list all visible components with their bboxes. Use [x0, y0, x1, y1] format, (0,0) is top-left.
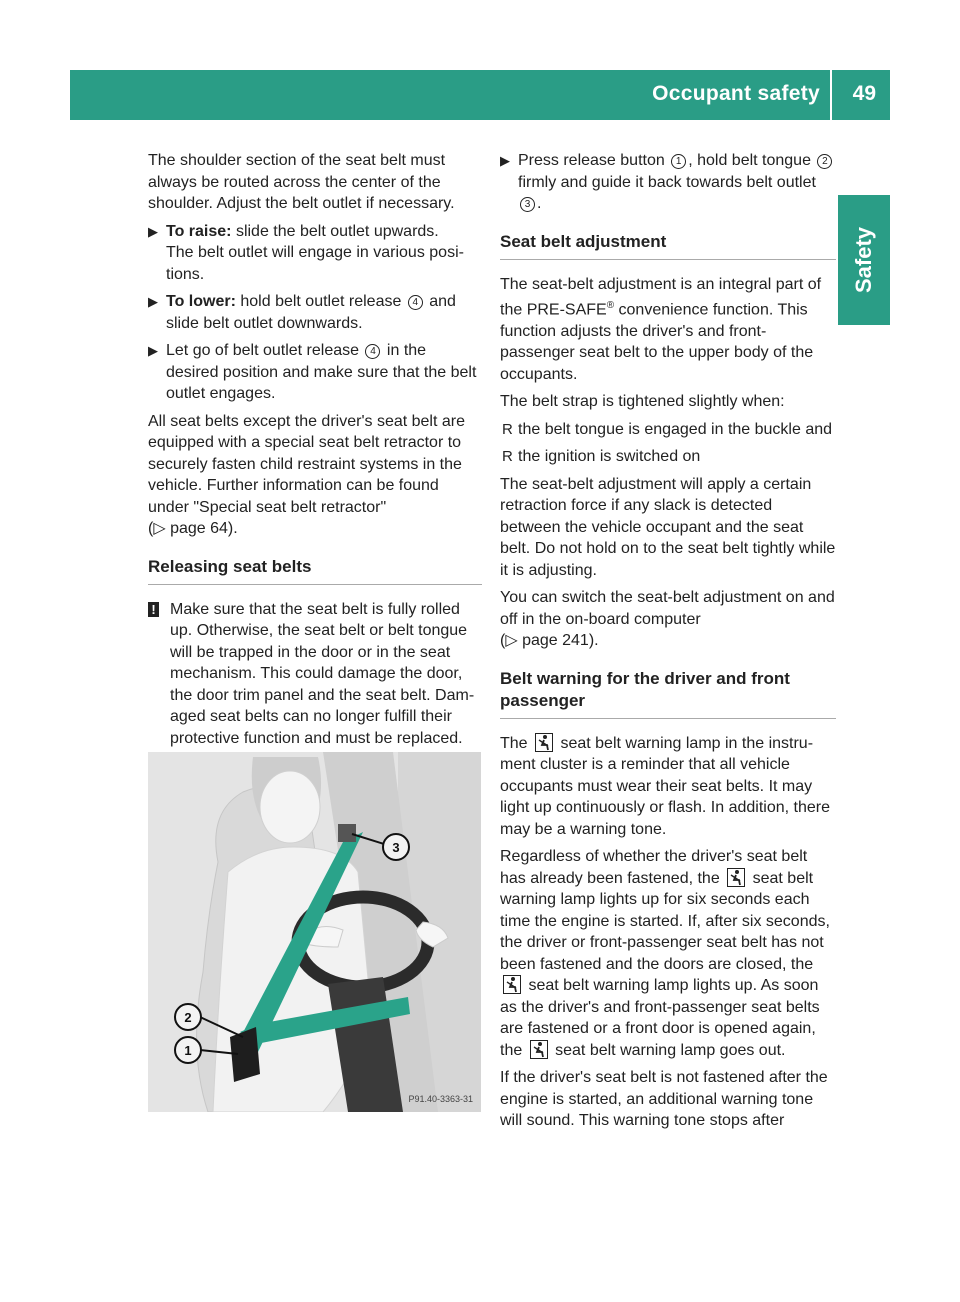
instruction-step: ▶ Press release button 1 , hold belt tongue 2 firmly and guide it back towards belt outlet 3 .: [500, 150, 836, 215]
seat-belt-warning-icon: [535, 733, 553, 752]
paragraph: Regardless of whether the driver's seat belt has already been fastened, the seat belt warning lamp lights up for six seconds each time the engine is started. If, after six seconds, the driver or front-passenger seat belt has not been fastened and the doors are closed, the seat belt warning lamp lights up. As soon as the driver's and front-passenger seat belts are fastened or a front door is opened again, the seat belt warning lamp goes out.: [500, 848, 830, 1059]
callout-number: 3: [520, 197, 535, 212]
seat-belt-warning-icon: [530, 1040, 548, 1059]
paragraph: The seat-belt adjustment is an integral part of the PRE-SAFE® convenience function. This function adjusts the driver's and front-passenger seat belt to the upper body of the occupants.: [500, 275, 822, 383]
side-tab-label: Safety: [851, 226, 877, 294]
seat-belt-illustration: [148, 752, 481, 1112]
callout-number: 2: [817, 154, 832, 169]
paragraph: If the driver's seat belt is not fastened after the engine is started, an additional warning tone will sound. This warning tone stops after: [500, 1069, 828, 1130]
step-arrow-icon: ▶: [148, 223, 158, 239]
page-number: 49: [852, 82, 876, 105]
paragraph: The seat-belt adjustment will apply a certain retraction force if any slack is detected between the vehicle occupant and the seat belt. Do not hold on to the seat belt tightly while it is adjusting.: [500, 475, 836, 579]
section-heading: Seat belt adjustment: [500, 231, 836, 260]
instruction-step: ▶ To raise: slide the belt outlet upwards. The belt outlet will engage in various posi-tions.: [148, 222, 464, 283]
header-divider: [830, 70, 832, 120]
list-item: R the ignition is switched on: [500, 446, 836, 468]
bullet-icon: R: [502, 420, 513, 438]
callout-3: 3: [392, 840, 400, 855]
paragraph: All seat belts except the driver's seat belt are equipped with a special seat belt retractor to securely fasten child restraint systems in the vehicle. Further information can be found under "Special seat belt retractor" (▷ page 64).: [148, 412, 465, 537]
callout-number: 4: [365, 344, 380, 359]
step-arrow-icon: ▶: [148, 343, 158, 358]
section-heading: Releasing seat belts: [148, 556, 482, 585]
callout-2: 2: [184, 1010, 192, 1025]
left-column: [148, 150, 482, 777]
paragraph: The belt strap is tightened slightly when:: [500, 393, 785, 411]
figure-code: P91.40-3363-31: [408, 1094, 473, 1104]
warning-note: ! Make sure that the seat belt is fully rolled up. Otherwise, the seat belt or belt tongue will be trapped in the door or in the seat mechanism. This could damage the door, the door trim panel and the seat belt. Dam-aged seat belts can no longer fulfill their protective function and must be replaced.: [148, 599, 482, 771]
step-arrow-icon: ▶: [148, 294, 158, 309]
paragraph: The shoulder section of the seat belt must always be routed across the center of the shoulder. Adjust the belt outlet if necessary.: [148, 152, 455, 212]
page-reference: (▷ page 64).: [148, 520, 238, 537]
paragraph: You can switch the seat-belt adjustment on and off in the on-board computer (▷ page 241).: [500, 589, 835, 650]
instruction-step: ▶ Let go of belt outlet release 4 in the desired position and make sure that the belt outlet engages.: [148, 342, 477, 402]
paragraph: The seat belt warning lamp in the instru-ment cluster is a reminder that all vehicle occupants must wear their seat belts. It may light up continuously or flash. In addition, there may be a warning tone.: [500, 734, 830, 838]
warning-icon: !: [148, 602, 159, 617]
callout-number: 4: [408, 295, 423, 310]
seat-belt-warning-icon: [727, 868, 745, 887]
callout-1: 1: [184, 1043, 192, 1058]
section-heading: Belt warning for the driver and front passenger: [500, 668, 836, 719]
right-column: [500, 150, 836, 1138]
section-title: Occupant safety: [652, 82, 820, 105]
page-reference: (▷ page 241).: [500, 632, 599, 650]
bullet-icon: R: [502, 448, 513, 466]
instruction-step: ▶ To lower: hold belt outlet release 4 and slide belt outlet downwards.: [148, 293, 456, 332]
step-arrow-icon: ▶: [500, 153, 510, 168]
header-bar: [70, 70, 890, 120]
callout-number: 1: [671, 154, 686, 169]
seat-belt-warning-icon: [503, 975, 521, 994]
list-item: R the belt tongue is engaged in the buckle and: [500, 419, 836, 441]
